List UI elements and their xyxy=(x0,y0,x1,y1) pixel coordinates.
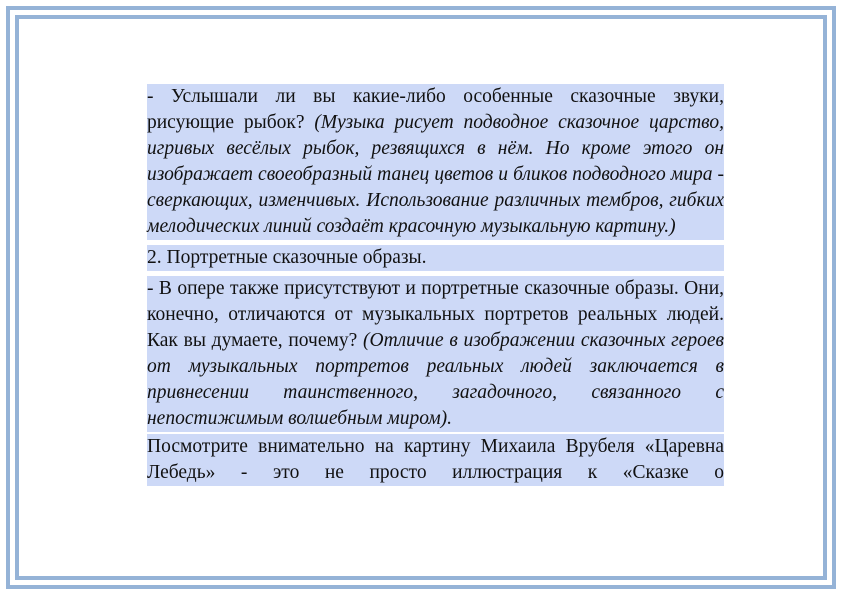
answer-text: (Музыка рисует подводное сказочное царство, игривых весёлых рыбок, резвящихся в нём. Но кроме этого он изображает своеобразный танец цветов и бликов подводного мира - сверкающих, изменчивых. Использование различных тембров, гибких мелодических линий создаёт красочную музыкальную картину.) xyxy=(147,112,724,237)
paragraph-portraits xyxy=(147,276,724,432)
section-heading-text: 2. Портретные сказочные образы. xyxy=(147,247,427,268)
paragraph-vrubel xyxy=(147,434,724,486)
paragraph-fish-sounds xyxy=(147,84,724,240)
question-text: - Услышали ли вы какие-либо особенные сказочные звуки, рисующие рыбок? xyxy=(147,86,724,133)
text-content xyxy=(147,84,724,486)
section-heading xyxy=(147,245,724,271)
answer-text: (Отличие в изображении сказочных героев от музыкальных портретов реальных людей заключается в привнесении таинственного, загадочного, связанного с непостижимым волшебным миром). xyxy=(147,330,724,429)
question-text: - В опере также присутствуют и портретные сказочные образы. Они, конечно, отличаются от музыкальных портретов реальных людей. Как вы думаете, почему? xyxy=(147,278,724,351)
body-text: Посмотрите внимательно на картину Михаила Врубеля «Царевна Лебедь» - это не просто иллюстрация к «Сказке о xyxy=(147,436,724,483)
